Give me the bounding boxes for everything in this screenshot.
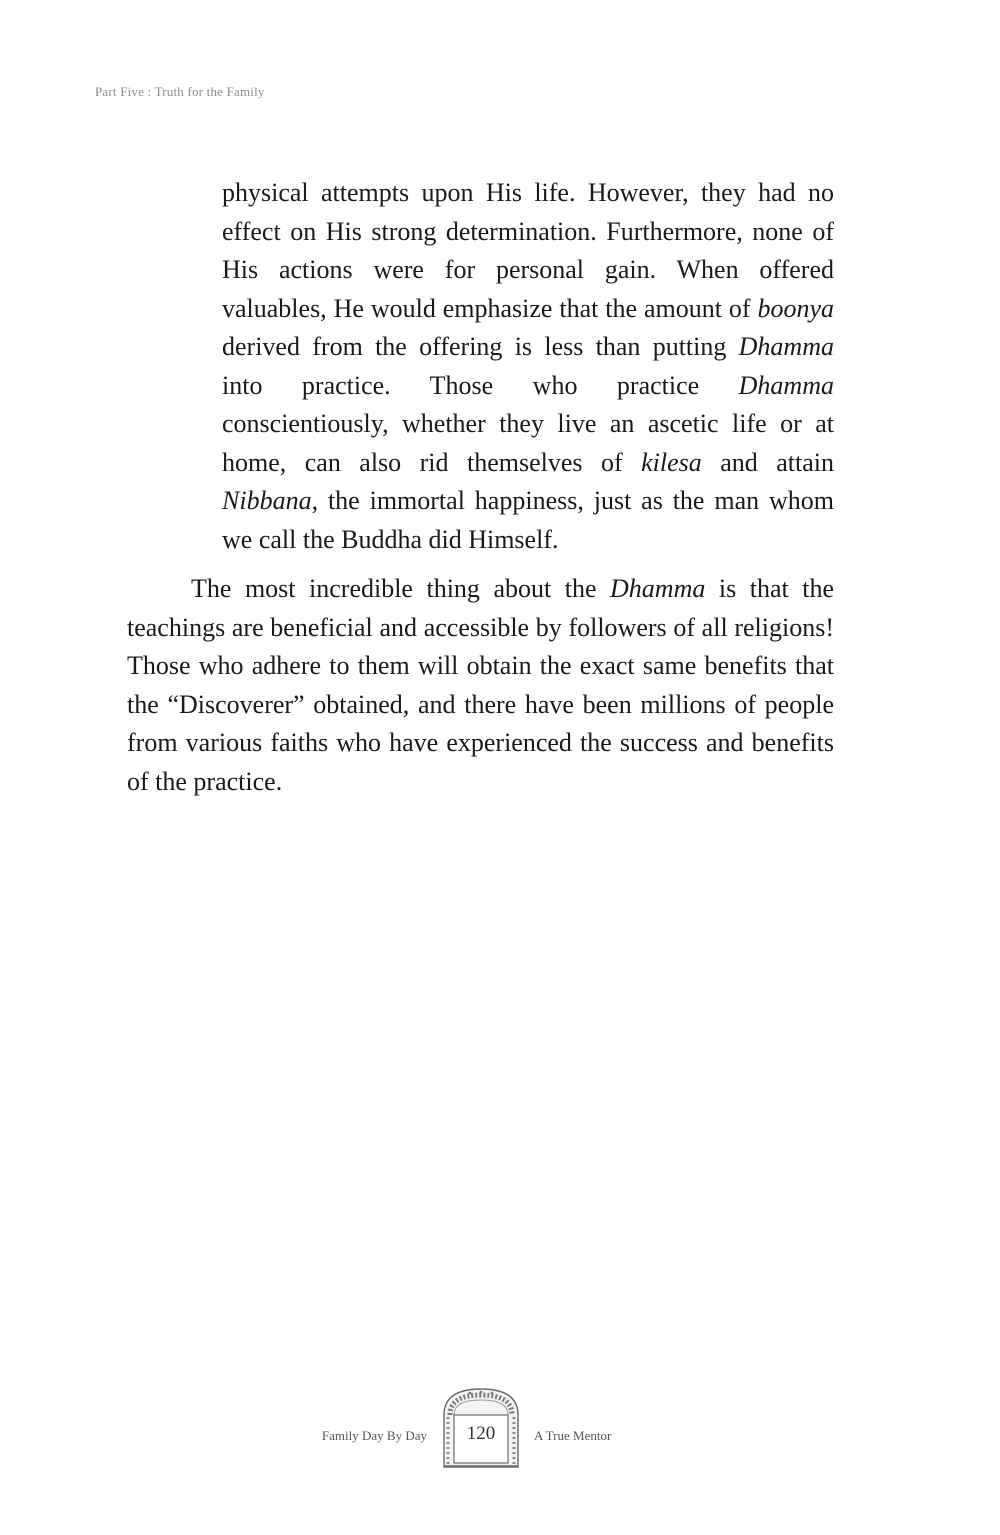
text-run: derived from the offering is less than putting: [222, 332, 739, 361]
text-run: , the immortal happiness, just as the man whom we call the Buddha did Himself.: [222, 486, 834, 554]
text-run: and attain: [701, 447, 834, 477]
italic-term: Dhamma: [610, 574, 706, 603]
text-run: into practice. Those who practice: [222, 370, 739, 400]
text-run: physical attempts upon His life. However, they had no effect on His strong determination. Furthermore, none of His actions were for personal gain. When offered valuables, He would emphasize that the amount of: [222, 178, 834, 323]
footer-book-title: Family Day By Day: [321, 1428, 427, 1443]
italic-term: kilesa: [641, 447, 702, 477]
page-number: 120: [466, 1423, 496, 1444]
text-run: conscientiously, whether they live an ascetic life or at home, can also rid themselves of: [222, 409, 834, 477]
text-run: is that the teachings are beneficial and accessible by followers of all religions! Those who adhere to them will obtain the exact same benefits that the “Discoverer” obtained, and there have been millions of people from various faiths who have experienced the success and benefits of the practice.: [127, 574, 834, 796]
italic-term: Nibbana: [222, 486, 312, 515]
body-paragraph-text: [127, 570, 834, 801]
body-paragraph: [127, 570, 834, 801]
italic-term: Dhamma: [738, 332, 834, 361]
footer-chapter-title: A True Mentor: [534, 1428, 612, 1443]
italic-term: boonya: [757, 293, 834, 323]
page-footer: [0, 1385, 1000, 1475]
indented-passage-text: [222, 174, 834, 559]
italic-term: Dhamma: [738, 370, 834, 400]
text-run: The most incredible thing about the: [191, 574, 611, 603]
running-head: Part Five : Truth for the Family: [95, 84, 265, 99]
indented-passage: [222, 174, 834, 559]
